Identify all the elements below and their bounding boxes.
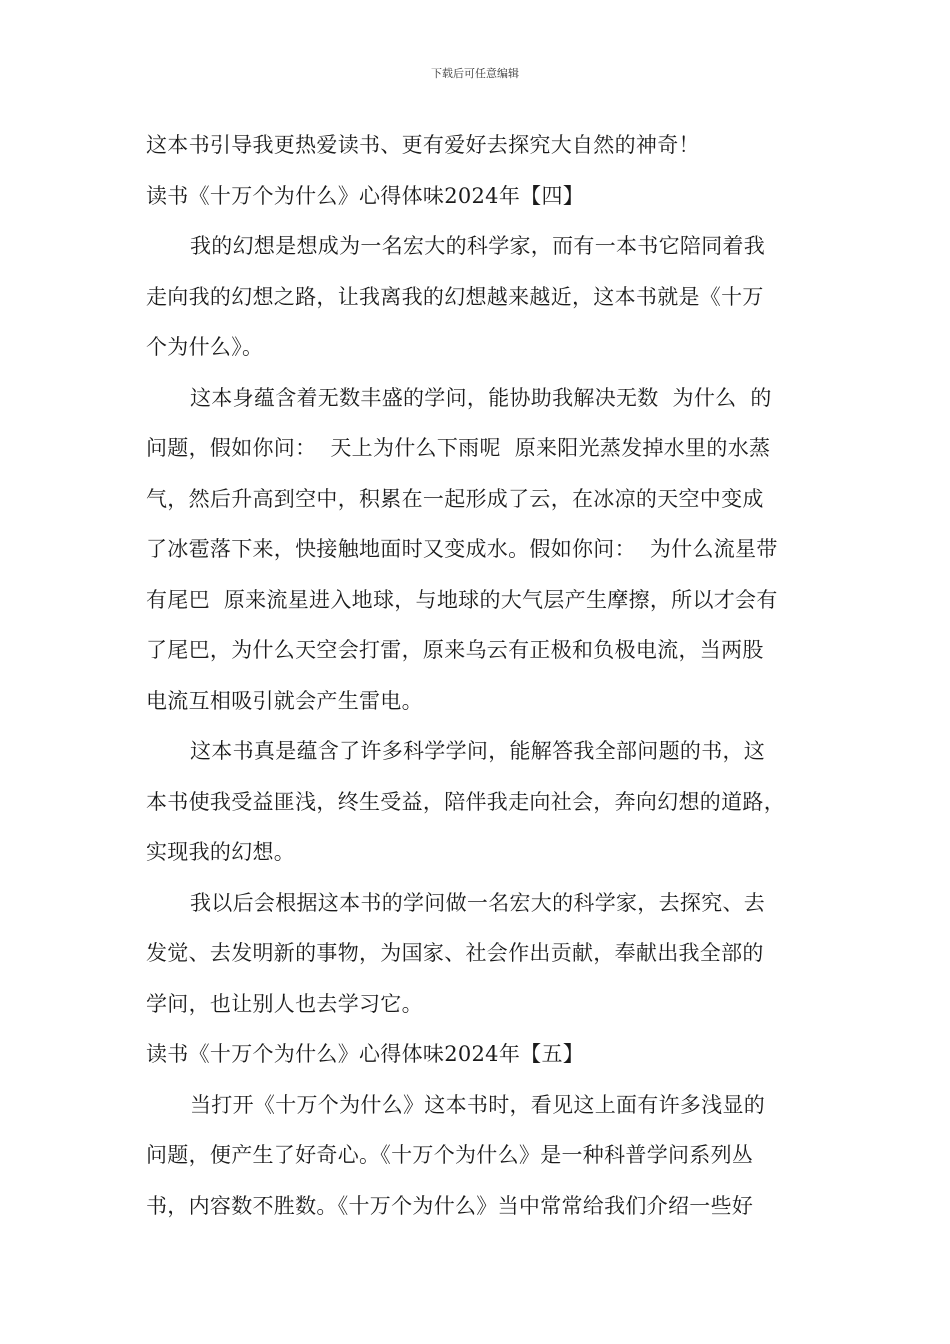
paragraph-line: 问题，假如你问： 天上为什么下雨呢 原来阳光蒸发掉水里的水蒸: [146, 436, 771, 460]
paragraph-line: 这本书真是蕴含了许多科学学问，能解答我全部问题的书，这: [190, 739, 766, 763]
page-header: 下载后可任意编辑: [431, 67, 519, 80]
paragraph-line: 本书使我受益匪浅，终生受益，陪伴我走向社会，奔向幻想的道路，: [146, 789, 785, 814]
paragraph-line: 这本书引导我更热爱读书、更有爱好去探究大自然的神奇！: [146, 133, 700, 157]
paragraph-line: 这本身蕴含着无数丰盛的学问，能协助我解决无数 为什么 的: [190, 385, 772, 410]
section-heading: 读书《十万个为什么》心得体味2024年【四】: [146, 183, 585, 208]
paragraph-line: 书，内容数不胜数。《十万个为什么》当中常常给我们介绍一些好: [146, 1193, 754, 1218]
paragraph-line: 了冰雹落下来，快接触地面时又变成水。假如你问： 为什么流星带: [146, 537, 778, 561]
paragraph-line: 学问，也让别人也去学习它。: [146, 991, 423, 1016]
paragraph-line: 发觉、去发明新的事物，为国家、社会作出贡献，奉献出我全部的: [146, 941, 764, 965]
paragraph-line: 气，然后升高到空中，积累在一起形成了云，在冰凉的天空中变成: [146, 486, 764, 511]
paragraph-line: 问题，便产生了好奇心。《十万个为什么》是一种科普学问系列丛: [146, 1143, 754, 1167]
paragraph-line: 个为什么》。: [146, 335, 264, 359]
paragraph-line: 实现我的幻想。: [146, 840, 296, 864]
section-heading: 读书《十万个为什么》心得体味2024年【五】: [146, 1042, 585, 1066]
paragraph-line: 我以后会根据这本书的学问做一名宏大的科学家，去探究、去: [190, 890, 766, 915]
paragraph-line: 了尾巴，为什么天空会打雷，原来乌云有正极和负极电流，当两股: [146, 638, 764, 662]
paragraph-line: 当打开《十万个为什么》这本书时，看见这上面有许多浅显的: [190, 1092, 766, 1117]
paragraph-line: 我的幻想是想成为一名宏大的科学家，而有一本书它陪同着我: [190, 234, 766, 258]
paragraph-line: 走向我的幻想之路，让我离我的幻想越来越近，这本书就是《十万: [146, 284, 764, 309]
document-body: [146, 130, 810, 1241]
paragraph-line: 有尾巴 原来流星进入地球，与地球的大气层产生摩擦，所以才会有: [146, 587, 778, 612]
paragraph-line: 电流互相吸引就会产生雷电。: [146, 688, 423, 713]
